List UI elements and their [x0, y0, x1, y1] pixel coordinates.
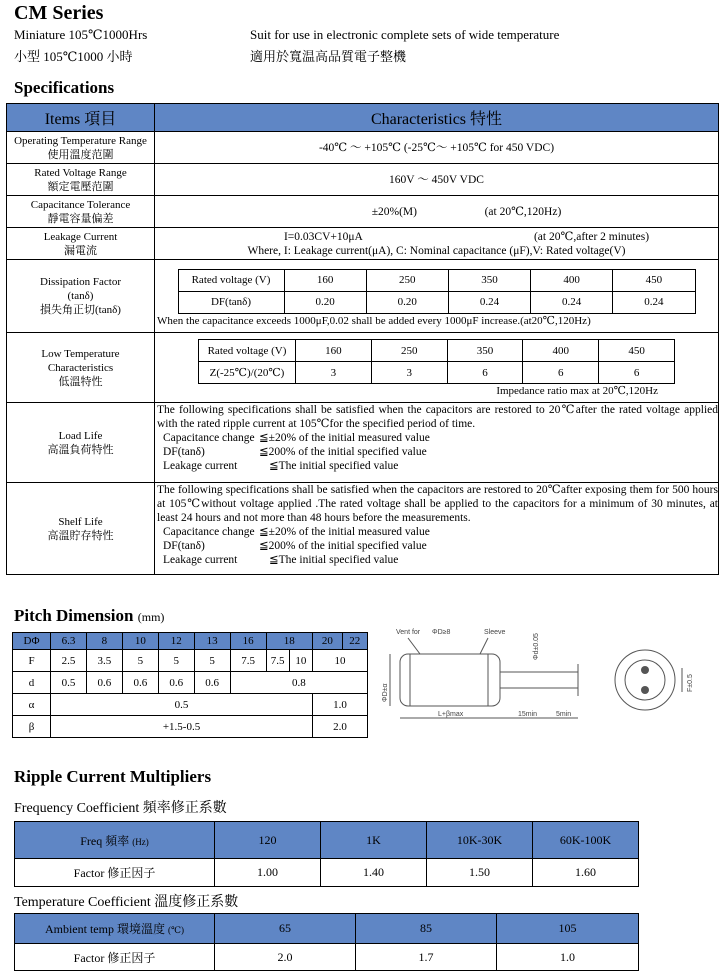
od-label: ΦD±α — [382, 683, 389, 702]
factor-label: Factor 修正因子 — [15, 944, 215, 971]
op-temp-value: -40℃ ～ +105℃ (-25℃～ +105℃ for 450 VDC) — [155, 132, 719, 164]
load-life-criteria — [157, 431, 718, 473]
low-temp-en1: Low Temperature — [41, 347, 120, 360]
lt-value-label: Z(-25℃)/(20℃) — [199, 362, 296, 384]
lt-value-cell: 6 — [599, 362, 675, 384]
lt-voltage-cell: 450 — [599, 340, 675, 362]
pitch-cell: 0.6 — [158, 672, 194, 694]
pitch-head-cell: 22 — [342, 633, 367, 650]
pitch-row-label: d — [13, 672, 51, 694]
lt-value-cell: 6 — [523, 362, 599, 384]
temperature-factor-row — [15, 944, 639, 971]
rated-voltage-value: 160V ～ 450V VDC — [155, 164, 719, 196]
shelf-life-en: Shelf Life — [58, 515, 103, 528]
temp-cell: 65 — [215, 914, 356, 944]
load-life-value — [155, 403, 719, 483]
lead-dia-label: Φd±0.05 — [533, 633, 540, 660]
low-temp-en2: Characteristics — [47, 361, 114, 374]
pitch-row-label: β — [13, 716, 51, 738]
lt-voltage-row — [199, 340, 675, 362]
leakage-where: Where, I: Leakage current(μA), C: Nominal capacitance (μF),V: Rated voltage(V) — [247, 244, 626, 257]
frequency-header-row — [15, 822, 639, 859]
dissipation-symbol: (tanδ) — [67, 290, 94, 302]
pitch-beta-row — [13, 716, 368, 738]
pitch-head-cell: 12 — [158, 633, 194, 650]
sleeve-label: Sleeve — [484, 629, 506, 636]
leakage-label — [7, 228, 155, 260]
low-temp-zh: 低溫特性 — [58, 375, 103, 388]
length-label: L+βmax — [438, 711, 464, 718]
spec-row-low-temp — [7, 333, 719, 403]
frequency-coefficient-title: Frequency Coefficient 頻率修正系數 — [14, 801, 227, 816]
temp-cell: 105 — [497, 914, 639, 944]
temp-unit: (℃) — [167, 925, 185, 935]
lead-dot — [641, 686, 649, 694]
lt-note: Impedance ratio max at 20℃,120Hz — [496, 385, 658, 397]
pitch-head-cell: 18 — [266, 633, 312, 650]
dissipation-zh: 損失角正切(tanδ) — [40, 304, 121, 316]
freq-head-text: Freq 頻率 — [80, 833, 130, 848]
vent-label: Vent for — [396, 629, 421, 636]
factor-cell: 1.0 — [497, 944, 639, 971]
min15-label: 15min — [518, 711, 538, 718]
pitch-title: Pitch Dimension — [14, 606, 134, 625]
df-value-row — [178, 291, 695, 313]
pitch-cell: 5 — [158, 650, 194, 672]
pitch-cell: 0.6 — [122, 672, 158, 694]
characteristics-header: Characteristics 特性 — [155, 104, 719, 132]
criteria-key: DF(tanδ) — [163, 446, 205, 458]
freq-unit: (Hz) — [132, 836, 149, 847]
leakage-en: Leakage Current — [43, 230, 118, 243]
criteria-key: Leakage current — [163, 554, 238, 566]
f-label: F±0.5 — [687, 674, 694, 692]
lt-voltage-label: Rated voltage (V) — [199, 340, 296, 362]
lt-voltage-cell: 250 — [371, 340, 447, 362]
pitch-cell: 2.0 — [313, 716, 368, 738]
freq-cell: 60K-100K — [533, 822, 639, 859]
df-value-cell: 0.24 — [448, 291, 530, 313]
op-temp-label — [7, 132, 155, 164]
subtitle-en: Miniature 105℃1000Hrs — [14, 27, 148, 42]
temperature-header-row — [15, 914, 639, 944]
vent-size-label: ΦD≥8 — [432, 629, 451, 636]
criteria-value: ≦200% of the initial specified value — [259, 446, 427, 458]
df-value-cell: 0.24 — [531, 291, 613, 313]
criteria-value: ≦The initial specified value — [269, 460, 399, 472]
subtitle-zh: 小型 105℃1000 小時 — [14, 49, 133, 64]
op-temp-zh: 使用溫度范圍 — [47, 148, 114, 161]
series-title: CM Series — [14, 2, 104, 24]
dissipation-label — [7, 260, 155, 333]
pitch-cell: +1.5-0.5 — [51, 716, 313, 738]
df-value-cell: 0.20 — [284, 291, 366, 313]
leakage-zh: 漏電流 — [64, 244, 97, 257]
pitch-heading — [14, 606, 164, 626]
cap-tolerance-label — [7, 196, 155, 228]
pitch-cell: 2.5 — [51, 650, 87, 672]
cap-tolerance-zh: 靜電容量偏差 — [47, 212, 114, 225]
df-table — [178, 269, 696, 314]
low-temp-value — [155, 333, 719, 403]
criteria-value: ≦±20% of the initial measured value — [259, 432, 430, 444]
shelf-life-criteria — [157, 525, 718, 567]
specifications-table — [6, 103, 719, 575]
lt-table — [198, 339, 675, 384]
lt-voltage-cell: 400 — [523, 340, 599, 362]
load-life-en: Load Life — [58, 429, 103, 442]
df-voltage-cell: 160 — [284, 269, 366, 291]
pitch-head-cell: 16 — [230, 633, 266, 650]
low-temp-label — [7, 333, 155, 403]
df-voltage-label: Rated voltage (V) — [178, 269, 284, 291]
leakage-formula: I=0.03CV+10μA — [283, 230, 363, 243]
specifications-heading: Specifications — [14, 78, 115, 97]
df-voltage-cell: 250 — [366, 269, 448, 291]
lead-dot — [641, 666, 649, 674]
pitch-row-label: F — [13, 650, 51, 672]
df-value-label: DF(tanδ) — [178, 291, 284, 313]
lt-voltage-cell: 160 — [296, 340, 372, 362]
cap-tolerance-en: Capacitance Tolerance — [30, 198, 131, 211]
pitch-head-cell: 6.3 — [51, 633, 87, 650]
capacitor-body — [400, 654, 500, 706]
temperature-table — [14, 913, 639, 971]
capacitor-end-view — [615, 650, 675, 710]
pitch-d-row — [13, 672, 368, 694]
load-life-zh: 高溫負荷特性 — [47, 443, 114, 456]
capacitor-dimension-diagram — [380, 620, 710, 735]
criteria-key: Capacitance change — [163, 432, 255, 444]
pitch-cell: 10 — [313, 650, 368, 672]
pitch-alpha-row — [13, 694, 368, 716]
freq-cell: 10K-30K — [427, 822, 533, 859]
spec-row-dissipation — [7, 260, 719, 333]
factor-cell: 1.00 — [215, 859, 321, 887]
factor-cell: 1.60 — [533, 859, 639, 887]
factor-label: Factor 修正因子 — [15, 859, 215, 887]
rated-voltage-label — [7, 164, 155, 196]
pitch-head-cell: 10 — [122, 633, 158, 650]
factor-cell: 1.50 — [427, 859, 533, 887]
criteria-value: ≦200% of the initial specified value — [259, 540, 427, 552]
pitch-cell: 7.5 — [266, 650, 289, 672]
cap-tolerance-cond: (at 20℃,120Hz) — [484, 205, 562, 218]
criteria-value: ≦The initial specified value — [269, 554, 399, 566]
pitch-head-cell: DΦ — [13, 633, 51, 650]
pitch-cell: 5 — [122, 650, 158, 672]
criteria-key: DF(tanδ) — [163, 540, 205, 552]
dissipation-en: Dissipation Factor — [40, 276, 121, 288]
df-value-cell: 0.24 — [613, 291, 695, 313]
criteria-value: ≦±20% of the initial measured value — [259, 526, 430, 538]
temp-head-label — [15, 914, 215, 944]
spec-header-row — [7, 104, 719, 132]
rated-voltage-en: Rated Voltage Range — [34, 166, 127, 179]
factor-cell: 2.0 — [215, 944, 356, 971]
lt-value-cell: 3 — [371, 362, 447, 384]
spec-row-op-temp — [7, 132, 719, 164]
df-value-cell: 0.20 — [366, 291, 448, 313]
shelf-life-zh: 高溫貯存特性 — [47, 529, 114, 542]
temp-head-text: Ambient temp 環境溫度 — [44, 922, 165, 936]
lt-value-cell: 6 — [447, 362, 523, 384]
shelf-life-text: The following specifications shall be satisfied when the capacitors are restored to 20℃after exposing them for 500 hours at 105℃without voltage applied .The rated voltage shall be applied to the capacitors for a minimum of 30 minutes, at least 24 hours and not more than 48 hours before the measurements. — [157, 484, 718, 524]
factor-cell: 1.7 — [356, 944, 497, 971]
temperature-coefficient-title: Temperature Coefficient 溫度修正系數 — [14, 895, 239, 910]
pitch-cell: 0.6 — [86, 672, 122, 694]
pitch-row-label: α — [13, 694, 51, 716]
frequency-factor-row — [15, 859, 639, 887]
rated-voltage-zh: 額定電壓范圍 — [47, 180, 114, 193]
vent-leader — [408, 638, 420, 654]
min5-label: 5min — [556, 711, 572, 718]
description-zh: 適用於寬温高品質電子整機 — [250, 49, 407, 64]
factor-cell: 1.40 — [321, 859, 427, 887]
spec-row-leakage — [7, 228, 719, 260]
pitch-unit: (mm) — [137, 610, 165, 624]
lt-voltage-cell: 350 — [447, 340, 523, 362]
pitch-cell: 0.5 — [51, 672, 87, 694]
df-voltage-cell: 400 — [531, 269, 613, 291]
op-temp-en: Operating Temperature Range — [14, 134, 147, 147]
frequency-table — [14, 821, 639, 887]
df-voltage-row — [178, 269, 695, 291]
leakage-cond: (at 20℃,after 2 minutes) — [533, 230, 650, 243]
pitch-table — [12, 632, 368, 738]
pitch-cell: 3.5 — [86, 650, 122, 672]
pitch-cell: 10 — [289, 650, 312, 672]
shelf-life-value — [155, 483, 719, 575]
pitch-cell: 1.0 — [313, 694, 368, 716]
pitch-header-row — [13, 633, 368, 650]
pitch-cell: 0.6 — [194, 672, 230, 694]
cap-tolerance-value — [155, 196, 719, 228]
pitch-f-row — [13, 650, 368, 672]
freq-head-label — [15, 822, 215, 859]
freq-cell: 1K — [321, 822, 427, 859]
pitch-head-cell: 13 — [194, 633, 230, 650]
df-voltage-cell: 350 — [448, 269, 530, 291]
temp-cell: 85 — [356, 914, 497, 944]
dissipation-value — [155, 260, 719, 333]
pitch-cell: 0.5 — [51, 694, 313, 716]
load-life-label — [7, 403, 155, 483]
pitch-cell: 0.8 — [230, 672, 367, 694]
df-voltage-cell: 450 — [613, 269, 695, 291]
spec-row-load-life — [7, 403, 719, 483]
leakage-value — [155, 228, 719, 260]
load-life-text: The following specifications shall be satisfied when the capacitors are restored to 20℃after the rated voltage applied with the rated ripple current at 105℃for the specified period of time. — [157, 404, 718, 430]
lt-value-cell: 3 — [296, 362, 372, 384]
pitch-cell: 5 — [194, 650, 230, 672]
spec-row-shelf-life — [7, 483, 719, 575]
ripple-heading: Ripple Current Multipliers — [14, 767, 212, 786]
df-note: When the capacitance exceeds 1000μF,0.02 shall be added every 1000μF increase.(at20℃,120Hz) — [157, 314, 591, 327]
pitch-cell: 7.5 — [230, 650, 266, 672]
criteria-key: Leakage current — [163, 460, 238, 472]
spec-row-rated-voltage — [7, 164, 719, 196]
pitch-head-cell: 20 — [313, 633, 343, 650]
criteria-key: Capacitance change — [163, 526, 255, 538]
description-en: Suit for use in electronic complete sets of wide temperature — [250, 27, 560, 42]
lt-value-row — [199, 362, 675, 384]
pitch-head-cell: 8 — [86, 633, 122, 650]
cap-tolerance-val: ±20%(M) — [371, 205, 417, 218]
items-header: Items 項目 — [7, 104, 155, 132]
freq-cell: 120 — [215, 822, 321, 859]
shelf-life-label — [7, 483, 155, 575]
sleeve-leader — [480, 638, 488, 654]
spec-row-cap-tolerance — [7, 196, 719, 228]
